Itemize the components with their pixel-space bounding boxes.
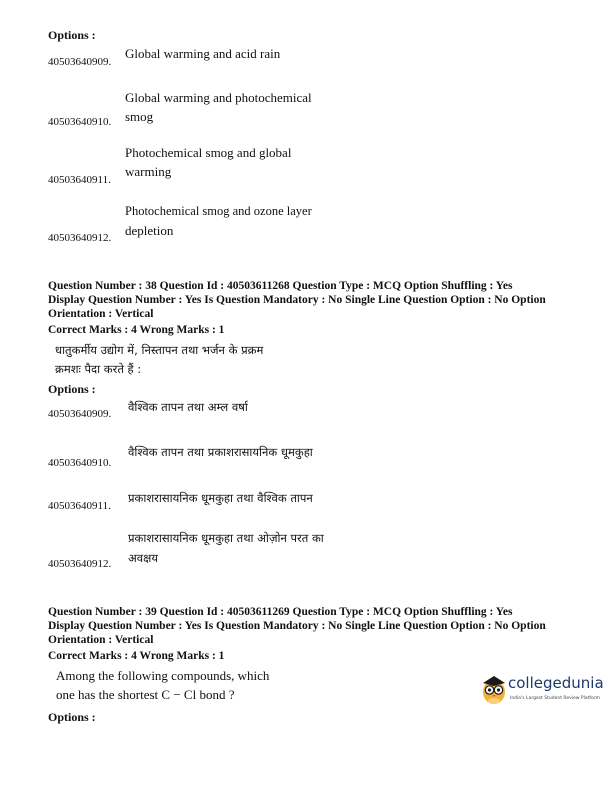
- brand-name: collegedunia: [508, 674, 604, 692]
- option-id: 40503640912.: [48, 232, 112, 244]
- options-label: Options :: [48, 28, 96, 42]
- question-meta: Display Question Number : Yes Is Question Mandatory : No Single Line Question Option : No Option: [48, 294, 546, 306]
- question-marks: Correct Marks : 4 Wrong Marks : 1: [48, 650, 225, 662]
- option-text: वैश्विक तापन तथा अम्ल वर्षा: [128, 400, 248, 414]
- option-text: Global warming and acid rain: [125, 46, 281, 61]
- question-text-line2: क्रमशः पैदा करते हैं :: [55, 362, 142, 376]
- option-id: 40503640910.: [48, 457, 112, 469]
- question-text-line1: Among the following compounds, which: [56, 668, 270, 683]
- brand-tagline: India's Largest Student Review Platform: [510, 696, 600, 701]
- option-id: 40503640911.: [48, 174, 111, 186]
- option-text-line2: अवक्षय: [128, 551, 159, 565]
- question-meta: Question Number : 38 Question Id : 40503611268 Question Type : MCQ Option Shuffling : Yes: [48, 280, 513, 292]
- option-text-line2: depletion: [125, 223, 174, 238]
- option-text-line2: warming: [125, 164, 172, 179]
- option-id: 40503640909.: [48, 408, 112, 420]
- question-text-line1: धातुकर्मीय उद्योग में, निस्तापन तथा भर्जन के प्रक्रम: [55, 343, 264, 357]
- option-id: 40503640911.: [48, 500, 111, 512]
- options-label: Options :: [48, 382, 96, 396]
- options-label: Options :: [48, 710, 96, 724]
- question-meta: Display Question Number : Yes Is Question Mandatory : No Single Line Question Option : No Option: [48, 620, 546, 632]
- question-meta: Question Number : 39 Question Id : 40503611269 Question Type : MCQ Option Shuffling : Yes: [48, 606, 513, 618]
- option-text: वैश्विक तापन तथा प्रकाशरासायनिक धूमकुहा: [128, 445, 313, 459]
- option-text-line1: Photochemical smog and global: [125, 145, 292, 160]
- option-text-line2: smog: [125, 109, 154, 124]
- option-text-line1: Global warming and photochemical: [125, 90, 312, 105]
- option-text-line1: Photochemical smog and ozone layer: [125, 204, 312, 218]
- option-text: प्रकाशरासायनिक धूमकुहा तथा वैश्विक तापन: [128, 491, 313, 505]
- question-meta: Orientation : Vertical: [48, 308, 154, 320]
- question-text-line2: one has the shortest C − Cl bond ?: [56, 687, 235, 702]
- question-meta: Orientation : Vertical: [48, 634, 154, 646]
- collegedunia-watermark: [480, 670, 612, 712]
- option-id: 40503640912.: [48, 558, 112, 570]
- option-id: 40503640909.: [48, 56, 112, 68]
- owl-mascot-icon: [480, 672, 508, 706]
- question-marks: Correct Marks : 4 Wrong Marks : 1: [48, 324, 225, 336]
- option-id: 40503640910.: [48, 116, 112, 128]
- option-text-line1: प्रकाशरासायनिक धूमकुहा तथा ओज़ोन परत का: [128, 531, 324, 545]
